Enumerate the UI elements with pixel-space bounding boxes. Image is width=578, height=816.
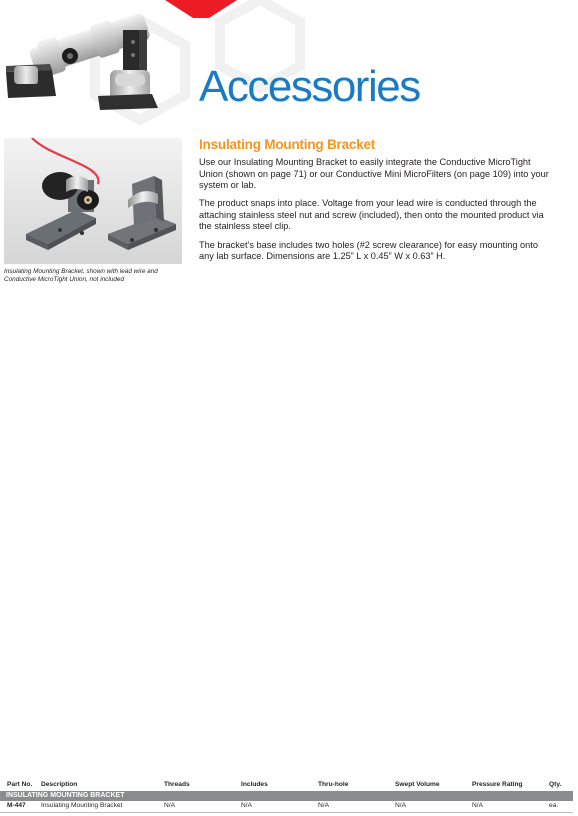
cell-swept-volume: N/A — [395, 802, 406, 809]
cell-qty: ea. — [549, 802, 559, 809]
column-header-swept-volume: Swept Volume — [395, 781, 440, 788]
column-header-qty: Qty. — [549, 781, 562, 788]
body-paragraph: The product snaps into place. Voltage from your lead wire is conducted through the attaching stainless steel nut and screw (included), then onto the mounted product via the stainless steel clip. — [199, 198, 544, 232]
column-header-pressure-rating: Pressure Rating — [472, 781, 523, 788]
table-row — [0, 802, 578, 812]
cell-description: Insulating Mounting Bracket — [41, 802, 123, 809]
caption-line: Conductive MicroTight Union, not included — [4, 276, 125, 284]
header-product-image — [0, 0, 182, 118]
body-paragraph: The bracket’s base includes two holes (#2 screw clearance) for easy mounting onto any lab surface. Dimensions are 1.25” L x 0.45” W x 0.63” H. — [199, 239, 538, 262]
column-header-includes: Includes — [241, 781, 268, 788]
cell-threads: N/A — [164, 802, 175, 809]
column-header-description: Description — [41, 781, 78, 788]
section-body — [199, 157, 551, 269]
table-group-band: INSULATING MOUNTING BRACKET — [0, 791, 573, 801]
table-header — [0, 781, 578, 791]
cell-part-no: M-447 — [7, 802, 26, 809]
body-paragraph: Use our Insulating Mounting Bracket to easily integrate the Conductive MicroTight Union (shown on page 71) or our Conductive Mini MicroFilters (on page 109) into your system or lab. — [199, 157, 549, 191]
section-title: Insulating Mounting Bracket — [199, 137, 376, 152]
column-header-thru-hole: Thru-hole — [318, 781, 349, 788]
caption-line: Insulating Mounting Bracket, shown with lead wire and — [4, 268, 158, 275]
cell-thru-hole: N/A — [318, 802, 329, 809]
product-photo — [4, 138, 182, 264]
cell-includes: N/A — [241, 802, 252, 809]
page-title: Accessories — [199, 62, 420, 111]
table-row-divider — [0, 812, 573, 813]
column-header-threads: Threads — [164, 781, 190, 788]
photo-caption — [4, 268, 184, 285]
cell-pressure-rating: N/A — [472, 802, 483, 809]
column-header-part-no: Part No. — [7, 781, 33, 788]
